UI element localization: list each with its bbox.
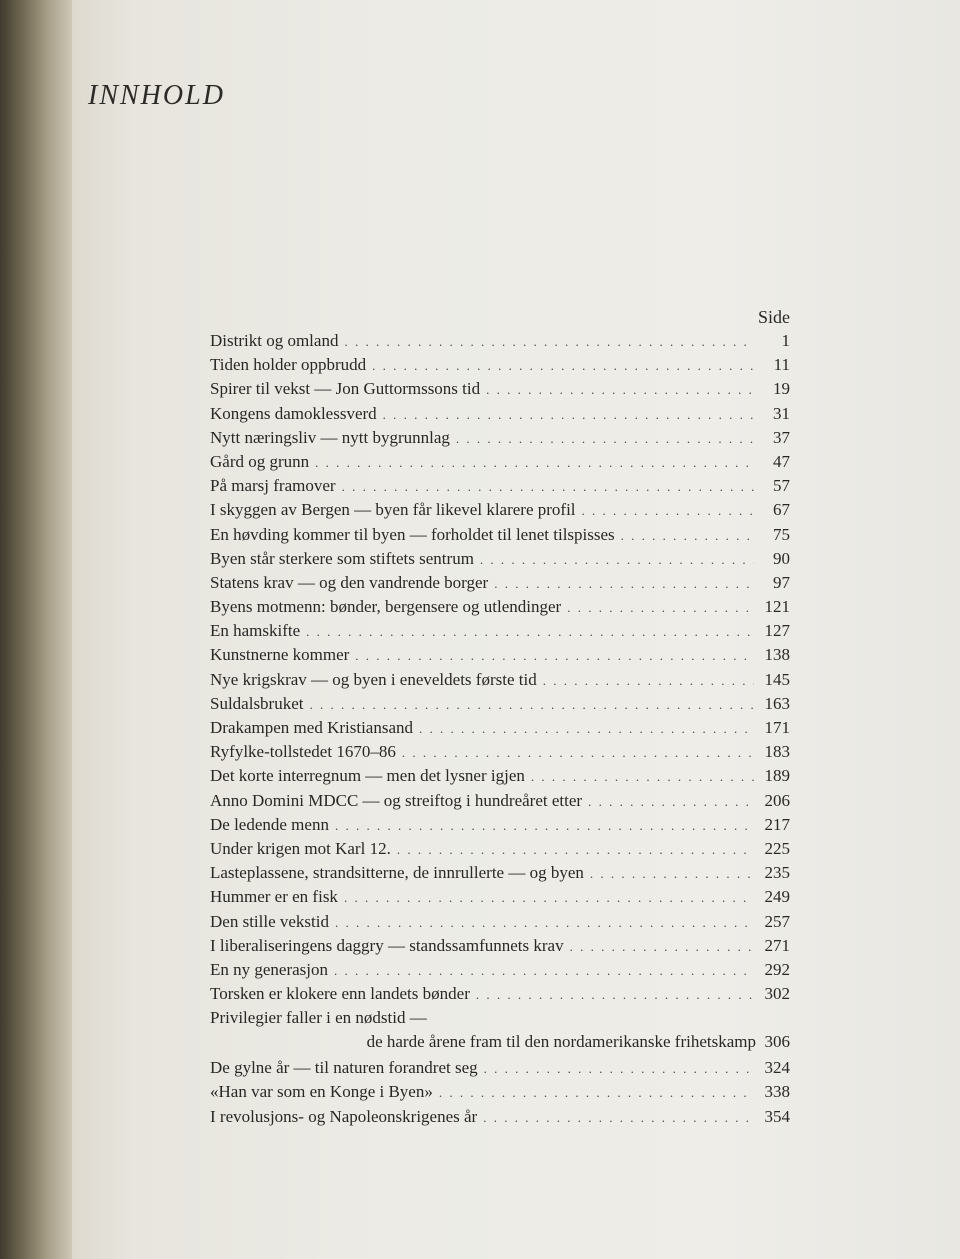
dot-leader: [334, 959, 754, 983]
toc-entry-title: Hummer er en fisk: [210, 887, 338, 907]
toc-entry-page: 47: [773, 451, 790, 471]
toc-entry-page: 338: [764, 1082, 790, 1102]
toc-entry-page: 235: [764, 863, 790, 883]
toc-entry-title: En ny generasjon: [210, 959, 329, 979]
toc-entry-title: Lasteplassene, strandsitterne, de innrullerte — og byen: [210, 863, 584, 883]
dot-leader: [582, 499, 754, 523]
toc-entry: [210, 764, 790, 788]
toc-entry-title: Nytt næringsliv — nytt bygrunnlag: [210, 427, 450, 447]
toc-entry-title: En hamskifte: [210, 621, 301, 641]
dot-leader: [483, 1106, 754, 1130]
toc-entry-title: Anno Domini MDCC — og streiftog i hundreåret etter: [210, 790, 583, 810]
toc-entry: [210, 1080, 790, 1104]
toc-entry-page: 145: [764, 669, 790, 689]
toc-entry: [210, 958, 790, 982]
dot-leader: [419, 717, 754, 741]
toc-entry-title: Suldalsbruket: [210, 693, 304, 713]
toc-entry-title: Statens krav — og den vandrende borger: [210, 572, 489, 592]
toc-entry-page: 121: [764, 597, 790, 617]
toc-entry: [210, 885, 790, 909]
toc-entry-title: Gård og grunn: [210, 451, 310, 471]
toc-entry-title: Byen står sterkere som stiftets sentrum: [210, 548, 474, 568]
toc-entry: [210, 837, 790, 861]
page-column-label: Side: [757, 307, 790, 327]
toc-entry: [210, 402, 790, 426]
toc-entry-page: 354: [764, 1106, 790, 1126]
toc-entry-title: «Han var som en Konge i Byen»: [210, 1082, 433, 1102]
toc-entry-title: Torsken er klokere enn landets bønder: [210, 984, 470, 1004]
toc-entry-page: 97: [773, 572, 790, 592]
dot-leader: [480, 548, 754, 572]
dot-leader: [570, 935, 754, 959]
toc-entry-title: En høvding kommer til byen — forholdet til lenet tilspisses: [210, 524, 615, 544]
toc-entry: [210, 789, 790, 813]
toc-entry-subtitle: de harde årene fram til den nordamerikanske frihetskamp: [366, 1032, 756, 1052]
toc-entry-page: 138: [764, 645, 790, 665]
toc-entry-title: Drakampen med Kristiansand: [210, 718, 413, 737]
toc-entry-page: 11: [773, 355, 790, 375]
dot-leader: [402, 741, 754, 765]
toc-entry-page: 67: [773, 500, 790, 520]
toc-entry-page: 249: [764, 887, 790, 907]
toc-entry: [210, 861, 790, 885]
toc-entry-page: 90: [773, 548, 790, 568]
toc-entry: [210, 934, 790, 958]
table-of-contents: [210, 329, 790, 1129]
toc-entry: [210, 498, 790, 522]
dot-leader: [310, 693, 755, 717]
toc-entry-title: De ledende menn: [210, 814, 329, 834]
toc-entry-page: 302: [764, 984, 790, 1004]
page-title: INNHOLD: [88, 80, 225, 111]
toc-entry-page: 31: [773, 403, 790, 423]
toc-entry-page: 292: [764, 959, 790, 979]
dot-leader: [531, 765, 754, 789]
book-spine-shadow: [0, 0, 72, 1259]
toc-entry: [210, 910, 790, 934]
dot-leader: [439, 1081, 754, 1105]
toc-entry-page: 225: [764, 838, 790, 858]
dot-leader: [456, 427, 754, 451]
dot-leader: [590, 862, 754, 886]
dot-leader: [344, 330, 754, 354]
toc-entry: [210, 1056, 790, 1080]
toc-entry-page: 257: [764, 911, 790, 931]
toc-entry-page: 19: [773, 379, 790, 399]
toc-entry-title: Byens motmenn: bønder, bergensere og utlendinger: [210, 597, 562, 617]
toc-entry: [210, 740, 790, 764]
toc-entry-title: I revolusjons- og Napoleonskrigenes år: [210, 1106, 478, 1126]
toc-entry: [210, 450, 790, 474]
toc-entry-title: Under krigen mot Karl 12.: [210, 838, 391, 858]
toc-entry-page: 217: [764, 814, 790, 834]
toc-entry-page: 189: [764, 766, 790, 786]
toc-entry-title: Tiden holder oppbrudd: [210, 355, 367, 375]
toc-entry-title: Distrikt og omland: [210, 331, 339, 350]
toc-entry-title: I liberaliseringens daggry — standssamfunnets krav: [210, 935, 564, 955]
dot-leader: [315, 451, 754, 475]
toc-entry: [210, 813, 790, 837]
toc-entry: [210, 377, 790, 401]
dot-leader: [355, 644, 754, 668]
dot-leader: [344, 886, 754, 910]
dot-leader: [543, 669, 754, 693]
toc-entry: [210, 619, 790, 643]
toc-entry-page: 171: [764, 718, 790, 737]
dot-leader: [383, 403, 754, 427]
toc-entry: [210, 571, 790, 595]
toc-entry-page: 206: [764, 790, 790, 810]
toc-entry-page: 271: [764, 935, 790, 955]
dot-leader: [335, 814, 754, 838]
toc-entry-page: 57: [773, 476, 790, 496]
dot-leader: [567, 596, 754, 620]
toc-entry-title: Det korte interregnum — men det lysner igjen: [210, 766, 525, 786]
toc-entry: [210, 547, 790, 571]
dot-leader: [484, 1057, 754, 1081]
toc-entry: [210, 982, 790, 1006]
toc-entry-title: Ryfylke-tollstedet 1670–86: [210, 742, 396, 762]
toc-entry: [210, 523, 790, 547]
toc-entry: [210, 1006, 790, 1052]
toc-entry: [210, 1105, 790, 1129]
toc-entry-page: 75: [773, 524, 790, 544]
toc-entry-title: Privilegier faller i en nødstid —: [210, 1008, 427, 1028]
toc-entry: [210, 426, 790, 450]
toc-entry-page: 183: [764, 742, 790, 762]
toc-entry-page: 163: [764, 693, 790, 713]
toc-entry: [210, 353, 790, 377]
toc-entry-title: Spirer til vekst — Jon Guttormssons tid: [210, 379, 481, 399]
toc-entry: [210, 474, 790, 498]
toc-entry-page: 127: [764, 621, 790, 641]
dot-leader: [342, 475, 754, 499]
toc-entry-page: 1: [781, 331, 790, 350]
dot-leader: [494, 572, 754, 596]
toc-entry: [210, 668, 790, 692]
toc-entry-title: Kongens damoklessverd: [210, 403, 377, 423]
toc-entry-title: På marsj framover: [210, 476, 336, 496]
toc-entry: [210, 692, 790, 716]
toc-entry-title: Den stille vekstid: [210, 911, 329, 931]
toc-entry-subtitle-row: [210, 1030, 790, 1052]
toc-entry-title: Nye krigskrav — og byen i eneveldets første tid: [210, 669, 537, 689]
toc-entry: [210, 643, 790, 667]
dot-leader: [621, 524, 754, 548]
toc-entry-page: 324: [764, 1058, 790, 1078]
dot-leader: [476, 983, 754, 1007]
toc-entry: [210, 595, 790, 619]
toc-entry-title: I skyggen av Bergen — byen får likevel klarere profil: [210, 500, 576, 520]
dot-leader: [372, 354, 754, 378]
toc-entry: [210, 329, 790, 353]
toc-entry-title: De gylne år — til naturen forandret seg: [210, 1058, 478, 1078]
toc-entry-page: 306: [764, 1032, 790, 1052]
dot-leader: [397, 838, 754, 862]
toc-entry-page: 37: [773, 427, 790, 447]
dot-leader: [486, 378, 754, 402]
dot-leader: [335, 911, 754, 935]
dot-leader: [306, 620, 754, 644]
dot-leader: [588, 790, 754, 814]
toc-entry: [210, 716, 790, 740]
toc-entry-title: Kunstnerne kommer: [210, 645, 350, 665]
